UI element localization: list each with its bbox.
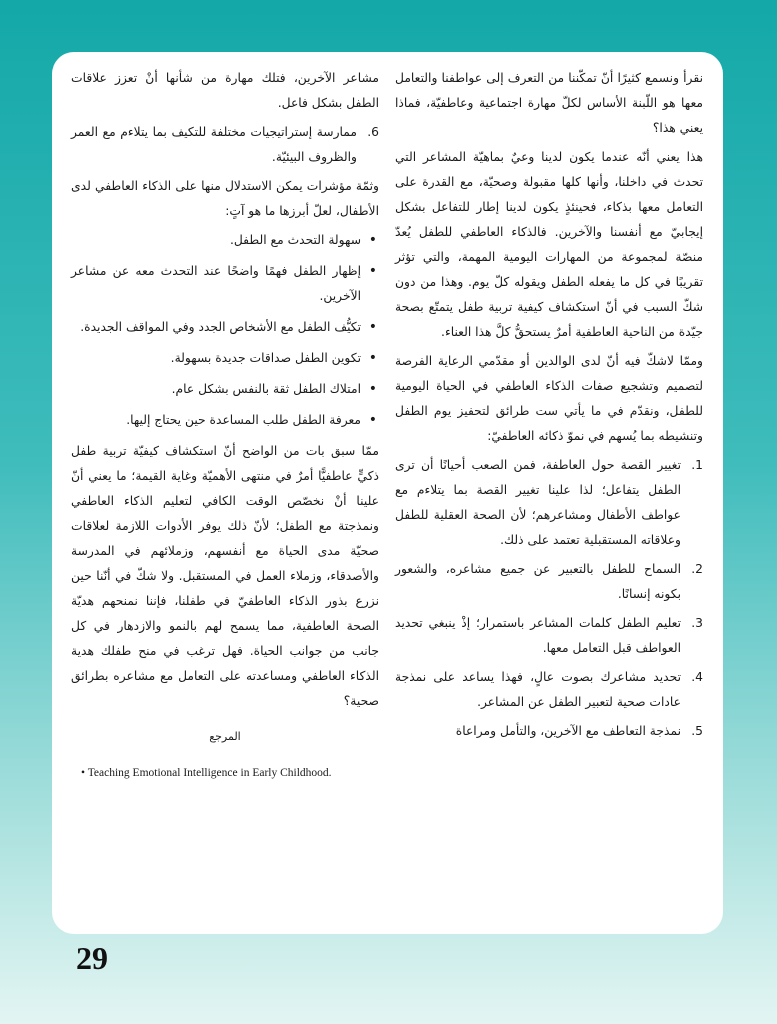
bullet-item [71, 259, 379, 309]
bullet-text: معرفة الطفل طلب المساعدة حين يحتاج إليها. [126, 413, 361, 427]
bullet-icon: • [368, 232, 377, 248]
bullet-icon: • [368, 319, 377, 335]
bullet-icon: • [368, 412, 377, 428]
reference-bullet-icon: • [81, 767, 86, 779]
intro-paragraph: نقرأ ونسمع كثيرًا أنّ تمكّننا من التعرف إلى عواطفنا والتعامل معها هو اللّبنة الأساس لكلّ مهارة اجتماعية وعاطفيّة، فماذا يعني هذا؟ [395, 71, 703, 135]
bullet-text: امتلاك الطفل ثقة بالنفس بشكل عام. [171, 382, 361, 396]
list-number: 5. [691, 724, 703, 738]
conclusion-paragraph: ممّا سبق بات من الواضح أنّ استكشاف كيفيّة تربية طفل ذكيٍّ عاطفيًّا أمرٌ في منتهى الأهميّة وغاية القيمة؛ ما يعني أنّ علينا أنْ نخصّص الوقت الكافي لتعليم الذكاء العاطفي ونمذجتة مع الطفل؛ لأنّ ذلك يوفر الأدوات اللازمة لعلاقات صحيّة مدى الحياة مع أنفسهم، وزملائهم في المدرسة والأصدقاء، وزملاء العمل في المستقبل. ولا شكّ في أنّنا حين نزرع بذور الذكاء العاطفيّ في طفلنا، فإننا نمنحهم هديّة الصحة العاطفية، مما يسمح لهم بالنمو والازدهار في كل جانب من جوانب الحياة. فهل ترغب في منح طفلك هدية الذكاء العاطفي ومساعدته على التعامل مع مشاعره بطرائق صحية؟ [71, 444, 379, 708]
list-number: 4. [691, 670, 703, 684]
list-number: 2. [691, 562, 703, 576]
bullet-item [71, 408, 379, 433]
list-item-text: ممارسة إستراتيجيات مختلفة للتكيف بما يتلاءم مع العمر والظروف البيئيّة. [71, 125, 357, 164]
reference-text: Teaching Emotional Intelligence in Early Childhood. [87, 767, 332, 779]
list-number: 1. [691, 458, 703, 472]
bullet-item [71, 377, 379, 402]
bullet-text: تكيُّف الطفل مع الأشخاص الجدد وفي المواقف الجديدة. [80, 320, 361, 334]
reference-heading: المرجع [209, 730, 241, 743]
indicators-list [71, 228, 379, 433]
article-card [52, 52, 723, 934]
bullet-item [71, 228, 379, 253]
reference-item [71, 761, 379, 786]
list-item-text: تعليم الطفل كلمات المشاعر باستمرار؛ إذْ ينبغي تحديد العواطف قبل التعامل معها. [395, 616, 681, 655]
body-paragraph-2: وممّا لاشكّ فيه أنّ لدى الوالدين أو مقدّمي الرعاية الفرصة لتصميم وتشجيع صفات الذكاء العاطفي في الحياة اليومية للطفل، ونقدّم في ما يأتي ست طرائق لتحفيز يوم الطفل وتنشيطه بما يُسهم في نموّ ذكائه العاطفيّ: [395, 354, 703, 443]
bullet-text: إظهار الطفل فهمًا واضحًا عند التحدث معه عن مشاعر الآخرين. [71, 264, 361, 303]
steps-list [395, 453, 703, 744]
list-item [395, 557, 703, 607]
list-item-text: نمذجة التعاطف مع الآخرين، والتأمل ومراعاة [455, 724, 681, 738]
bullet-icon: • [368, 263, 377, 279]
list-item [71, 120, 379, 170]
list-item-text: السماح للطفل بالتعبير عن جميع مشاعره، والشعور بكونه إنسانًا. [395, 562, 681, 601]
bullet-item [71, 315, 379, 340]
left-column [71, 66, 379, 786]
list-item-text: تحديد مشاعرك بصوت عالٍ، فهذا يساعد على نمذجة عادات صحية لتعبير الطفل عن المشاعر. [395, 670, 681, 709]
right-column [395, 66, 703, 748]
list-item [395, 665, 703, 715]
bullet-item [71, 346, 379, 371]
indicators-intro: وثمّة مؤشرات يمكن الاستدلال منها على الذكاء العاطفي لدى الأطفال، لعلّ أبرزها ما هو آتٍ: [71, 179, 379, 218]
bullet-icon: • [368, 350, 377, 366]
list-item [395, 719, 703, 744]
bullet-icon: • [368, 381, 377, 397]
bullet-text: سهولة التحدث مع الطفل. [229, 233, 361, 247]
page-number: 29 [76, 940, 108, 976]
steps-list-continued [71, 120, 379, 170]
list-item [395, 453, 703, 553]
continued-item-5: مشاعر الآخرين، فتلك مهارة من شأنها أنْ تعزز علاقات الطفل بشكل فاعل. [71, 71, 379, 110]
body-paragraph-1: هذا يعني أنّه عندما يكون لدينا وعيٌ بماهيّة المشاعر التي تحدث في داخلنا، وأنها كلها مقبولة وصحيّة، مع القدرة على التعامل معها بذكاء، فحينئذٍ يكون لدينا إطار للتفاعل بشكل إيجابيّ مع أنفسنا والآخرين. فالذكاء العاطفي للطفل يُعدّ منصّة لمجموعة من المهارات اليومية المهمة، والتي تؤثر تقريبًا في كل ما يفعله الطفل ويقوله كلّ يوم. وهذا من دون شكّ السبب في أنّ استكشاف كيفية تربية طفل يتمتّع بصحة جيّدة من الناحية العاطفية أمرٌ يستحقُّ كلَّ هذا العناء. [395, 150, 703, 339]
list-item [395, 611, 703, 661]
list-number: 3. [691, 616, 703, 630]
list-item-text: تغيير القصة حول العاطفة، فمن الصعب أحيانًا أن ترى الطفل يتفاعل؛ لذا علينا تغيير القصة بما يتلاءم مع عواطف الأطفال ومشاعرهم؛ لأن الصحة العقلية للطفل وعلاقاته المستقبلية تعتمد على ذلك. [395, 458, 681, 547]
list-number: 6. [367, 125, 379, 139]
bullet-text: تكوين الطفل صداقات جديدة بسهولة. [170, 351, 361, 365]
